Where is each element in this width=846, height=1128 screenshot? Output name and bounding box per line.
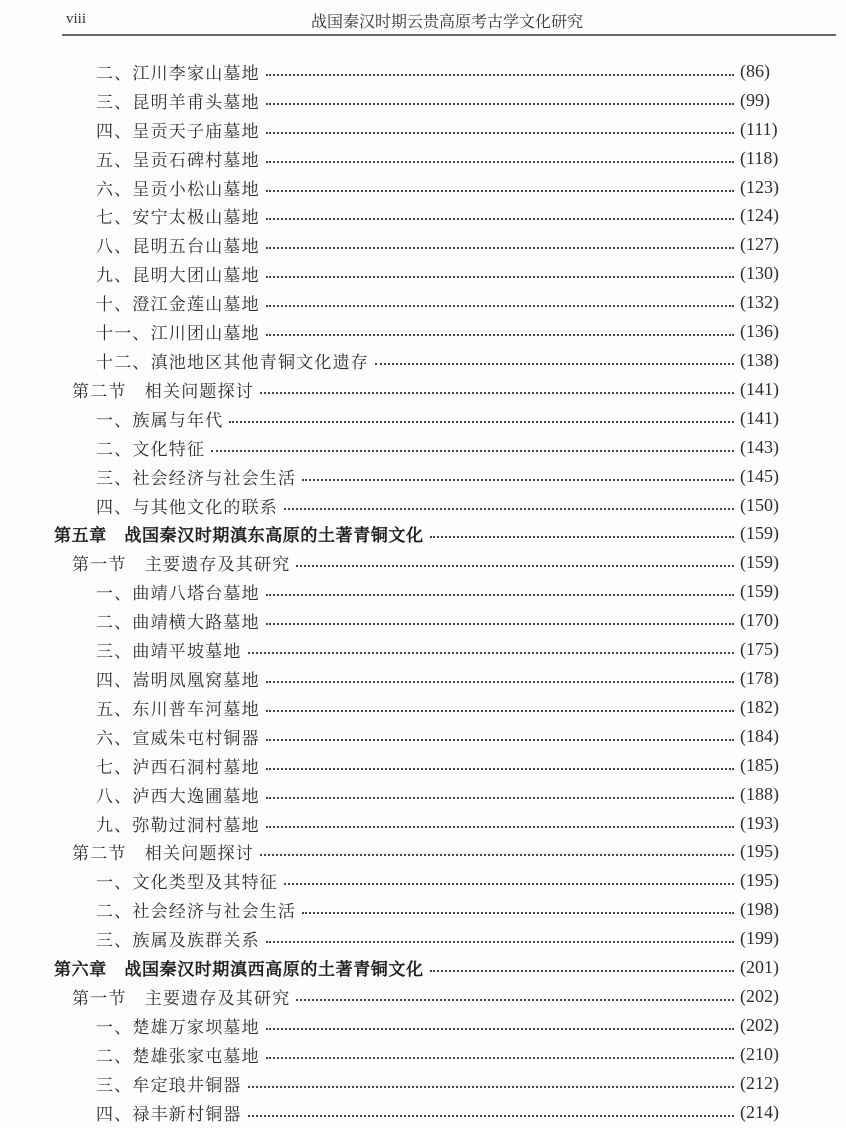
toc-page-number: (210) [740, 1043, 779, 1064]
toc-page-number: (184) [740, 725, 779, 746]
dot-leader [266, 246, 734, 249]
toc-item-row[interactable] [0, 462, 846, 491]
toc-item-row[interactable] [0, 173, 846, 202]
page-folio: viii [66, 11, 87, 27]
toc-item-row[interactable] [0, 259, 846, 288]
dot-leader [266, 189, 734, 192]
toc-entry-title: 第一节 主要遗存及其研究 [72, 988, 291, 1009]
dot-leader [302, 911, 734, 914]
toc-item-row[interactable] [0, 780, 846, 809]
toc-entry-title: 六、呈贡小松山墓地 [96, 179, 260, 200]
dot-leader [266, 825, 734, 828]
toc-page-number: (132) [740, 292, 779, 313]
toc-entry-title: 八、泸西大逸圃墓地 [96, 786, 260, 807]
dot-leader [266, 304, 734, 307]
toc-entry-title: 二、楚雄张家屯墓地 [96, 1046, 260, 1067]
toc-page-number: (193) [740, 812, 779, 833]
toc-item-row[interactable] [0, 491, 846, 520]
toc-entry-title: 七、安宁太极山墓地 [96, 208, 260, 229]
dot-leader [266, 680, 734, 683]
toc-item-row[interactable] [0, 722, 846, 751]
dot-leader [266, 767, 734, 770]
toc-page-number: (202) [740, 1014, 779, 1035]
toc-entry-title: 二、文化特征 [96, 439, 206, 460]
toc-entry-title: 七、泸西石洞村墓地 [96, 757, 260, 778]
header-rule [62, 34, 836, 36]
toc-item-row[interactable] [0, 809, 846, 838]
dot-leader [284, 882, 734, 885]
toc-page-number: (159) [740, 581, 779, 602]
dot-leader [266, 217, 734, 220]
dot-leader [266, 796, 734, 799]
dot-leader [302, 478, 734, 481]
dot-leader [260, 391, 734, 394]
toc-entry-title: 第一节 主要遗存及其研究 [72, 555, 291, 576]
dot-leader [266, 160, 734, 163]
toc-chapter-row[interactable] [0, 520, 846, 549]
toc-page-number: (150) [740, 494, 779, 515]
toc-item-row[interactable] [0, 86, 846, 115]
dot-leader [430, 969, 734, 972]
toc-entry-title: 九、昆明大团山墓地 [96, 266, 260, 287]
toc-page-number: (185) [740, 754, 779, 775]
toc-entry-title: 一、文化类型及其特征 [96, 873, 278, 894]
toc-entry-title: 第二节 相关问题探讨 [72, 381, 254, 402]
toc-entry-title: 第六章 战国秦汉时期滇西高原的土著青铜文化 [54, 960, 424, 981]
toc-entry-title: 四、嵩明凤凰窝墓地 [96, 670, 260, 691]
toc-item-row[interactable] [0, 693, 846, 722]
toc-page-number: (145) [740, 465, 779, 486]
toc-entry-title: 二、江川李家山墓地 [96, 63, 260, 84]
toc-page-number: (118) [740, 147, 779, 168]
toc-chapter-row[interactable] [0, 953, 846, 982]
toc-section-row[interactable] [0, 837, 846, 866]
toc-page-number: (198) [740, 899, 779, 920]
toc-entry-title: 三、牟定琅井铜器 [96, 1075, 242, 1096]
toc-item-row[interactable] [0, 895, 846, 924]
toc-page-number: (141) [740, 378, 779, 399]
toc-page-number: (127) [740, 234, 779, 255]
dot-leader [211, 449, 734, 452]
dot-leader [248, 1114, 734, 1117]
dot-leader [296, 564, 734, 567]
toc-entry-title: 二、曲靖横大路墓地 [96, 613, 260, 634]
dot-leader [266, 622, 734, 625]
toc-entry-title: 五、东川普车河墓地 [96, 699, 260, 720]
dot-leader [266, 73, 734, 76]
toc-item-row[interactable] [0, 317, 846, 346]
toc-entry-title: 九、弥勒过洞村墓地 [96, 815, 260, 836]
toc-item-row[interactable] [0, 230, 846, 259]
toc-item-row[interactable] [0, 144, 846, 173]
toc-page-number: (99) [740, 89, 770, 110]
toc-page-number: (195) [740, 841, 779, 862]
dot-leader [266, 275, 734, 278]
toc-entry-title: 十、澄江金莲山墓地 [96, 295, 260, 316]
toc-page-number: (212) [740, 1072, 779, 1093]
toc-item-row[interactable] [0, 606, 846, 635]
toc-page-number: (130) [740, 263, 779, 284]
toc-item-row[interactable] [0, 1098, 846, 1127]
toc-item-row[interactable] [0, 751, 846, 780]
toc-entry-title: 六、宣威朱屯村铜器 [96, 728, 260, 749]
toc-item-row[interactable] [0, 202, 846, 231]
toc-item-row[interactable] [0, 1011, 846, 1040]
toc-page-number: (138) [740, 350, 779, 371]
toc-page-number: (170) [740, 610, 779, 631]
toc-entry-title: 三、曲靖平坡墓地 [96, 642, 242, 663]
toc-page-number: (199) [740, 928, 779, 949]
toc-page-number: (111) [740, 118, 778, 139]
toc-page-number: (178) [740, 667, 779, 688]
toc-item-row[interactable] [0, 404, 846, 433]
table-of-contents [0, 57, 846, 1127]
toc-entry-title: 二、社会经济与社会生活 [96, 902, 297, 923]
toc-section-row[interactable] [0, 375, 846, 404]
toc-entry-title: 第二节 相关问题探讨 [72, 844, 254, 865]
toc-entry-title: 五、呈贡石碑村墓地 [96, 150, 260, 171]
toc-entry-title: 第五章 战国秦汉时期滇东高原的土著青铜文化 [54, 526, 424, 547]
toc-page-number: (175) [740, 639, 779, 660]
toc-entry-title: 一、族属与年代 [96, 410, 224, 431]
dot-leader [266, 131, 734, 134]
toc-page-number: (141) [740, 407, 779, 428]
toc-item-row[interactable] [0, 57, 846, 86]
toc-item-row[interactable] [0, 924, 846, 953]
toc-page-number: (188) [740, 783, 779, 804]
toc-page-number: (214) [740, 1101, 779, 1122]
toc-section-row[interactable] [0, 548, 846, 577]
toc-entry-title: 十二、滇池地区其他青铜文化遗存 [96, 353, 369, 374]
toc-page-number: (159) [740, 523, 779, 544]
running-title: 战国秦汉时期云贵高原考古学文化研究 [310, 12, 583, 31]
page-header [62, 6, 832, 34]
toc-page-number: (202) [740, 985, 779, 1006]
dot-leader [260, 853, 734, 856]
dot-leader [266, 1056, 734, 1059]
toc-page-number: (136) [740, 321, 779, 342]
toc-page-number: (195) [740, 870, 779, 891]
toc-item-row[interactable] [0, 664, 846, 693]
toc-entry-title: 一、曲靖八塔台墓地 [96, 584, 260, 605]
dot-leader [266, 1027, 734, 1030]
dot-leader [229, 420, 734, 423]
dot-leader [266, 333, 734, 336]
toc-entry-title: 八、昆明五台山墓地 [96, 237, 260, 258]
dot-leader [248, 651, 734, 654]
toc-page-number: (124) [740, 205, 779, 226]
toc-item-row[interactable] [0, 866, 846, 895]
dot-leader [248, 1085, 734, 1088]
dot-leader [296, 998, 734, 1001]
dot-leader [266, 709, 734, 712]
toc-page-number: (159) [740, 552, 779, 573]
toc-entry-title: 三、社会经济与社会生活 [96, 468, 297, 489]
toc-item-row[interactable] [0, 288, 846, 317]
toc-entry-title: 三、昆明羊甫头墓地 [96, 92, 260, 113]
toc-section-row[interactable] [0, 982, 846, 1011]
toc-page-number: (143) [740, 436, 779, 457]
toc-page-number: (86) [740, 60, 770, 81]
toc-entry-title: 三、族属及族群关系 [96, 931, 260, 952]
toc-entry-title: 四、禄丰新村铜器 [96, 1104, 242, 1125]
toc-item-row[interactable] [0, 346, 846, 375]
toc-item-row[interactable] [0, 433, 846, 462]
dot-leader [375, 362, 734, 365]
toc-page-number: (201) [740, 957, 779, 978]
toc-page-number: (182) [740, 696, 779, 717]
dot-leader [266, 593, 734, 596]
toc-item-row[interactable] [0, 115, 846, 144]
toc-entry-title: 四、与其他文化的联系 [96, 497, 278, 518]
toc-entry-title: 四、呈贡天子庙墓地 [96, 121, 260, 142]
toc-item-row[interactable] [0, 1069, 846, 1098]
toc-item-row[interactable] [0, 577, 846, 606]
dot-leader [266, 940, 734, 943]
dot-leader [284, 507, 734, 510]
dot-leader [266, 102, 734, 105]
dot-leader [266, 738, 734, 741]
toc-entry-title: 一、楚雄万家坝墓地 [96, 1017, 260, 1038]
toc-item-row[interactable] [0, 635, 846, 664]
toc-item-row[interactable] [0, 1040, 846, 1069]
toc-entry-title: 十一、江川团山墓地 [96, 324, 260, 345]
toc-page-number: (123) [740, 176, 779, 197]
dot-leader [430, 535, 734, 538]
